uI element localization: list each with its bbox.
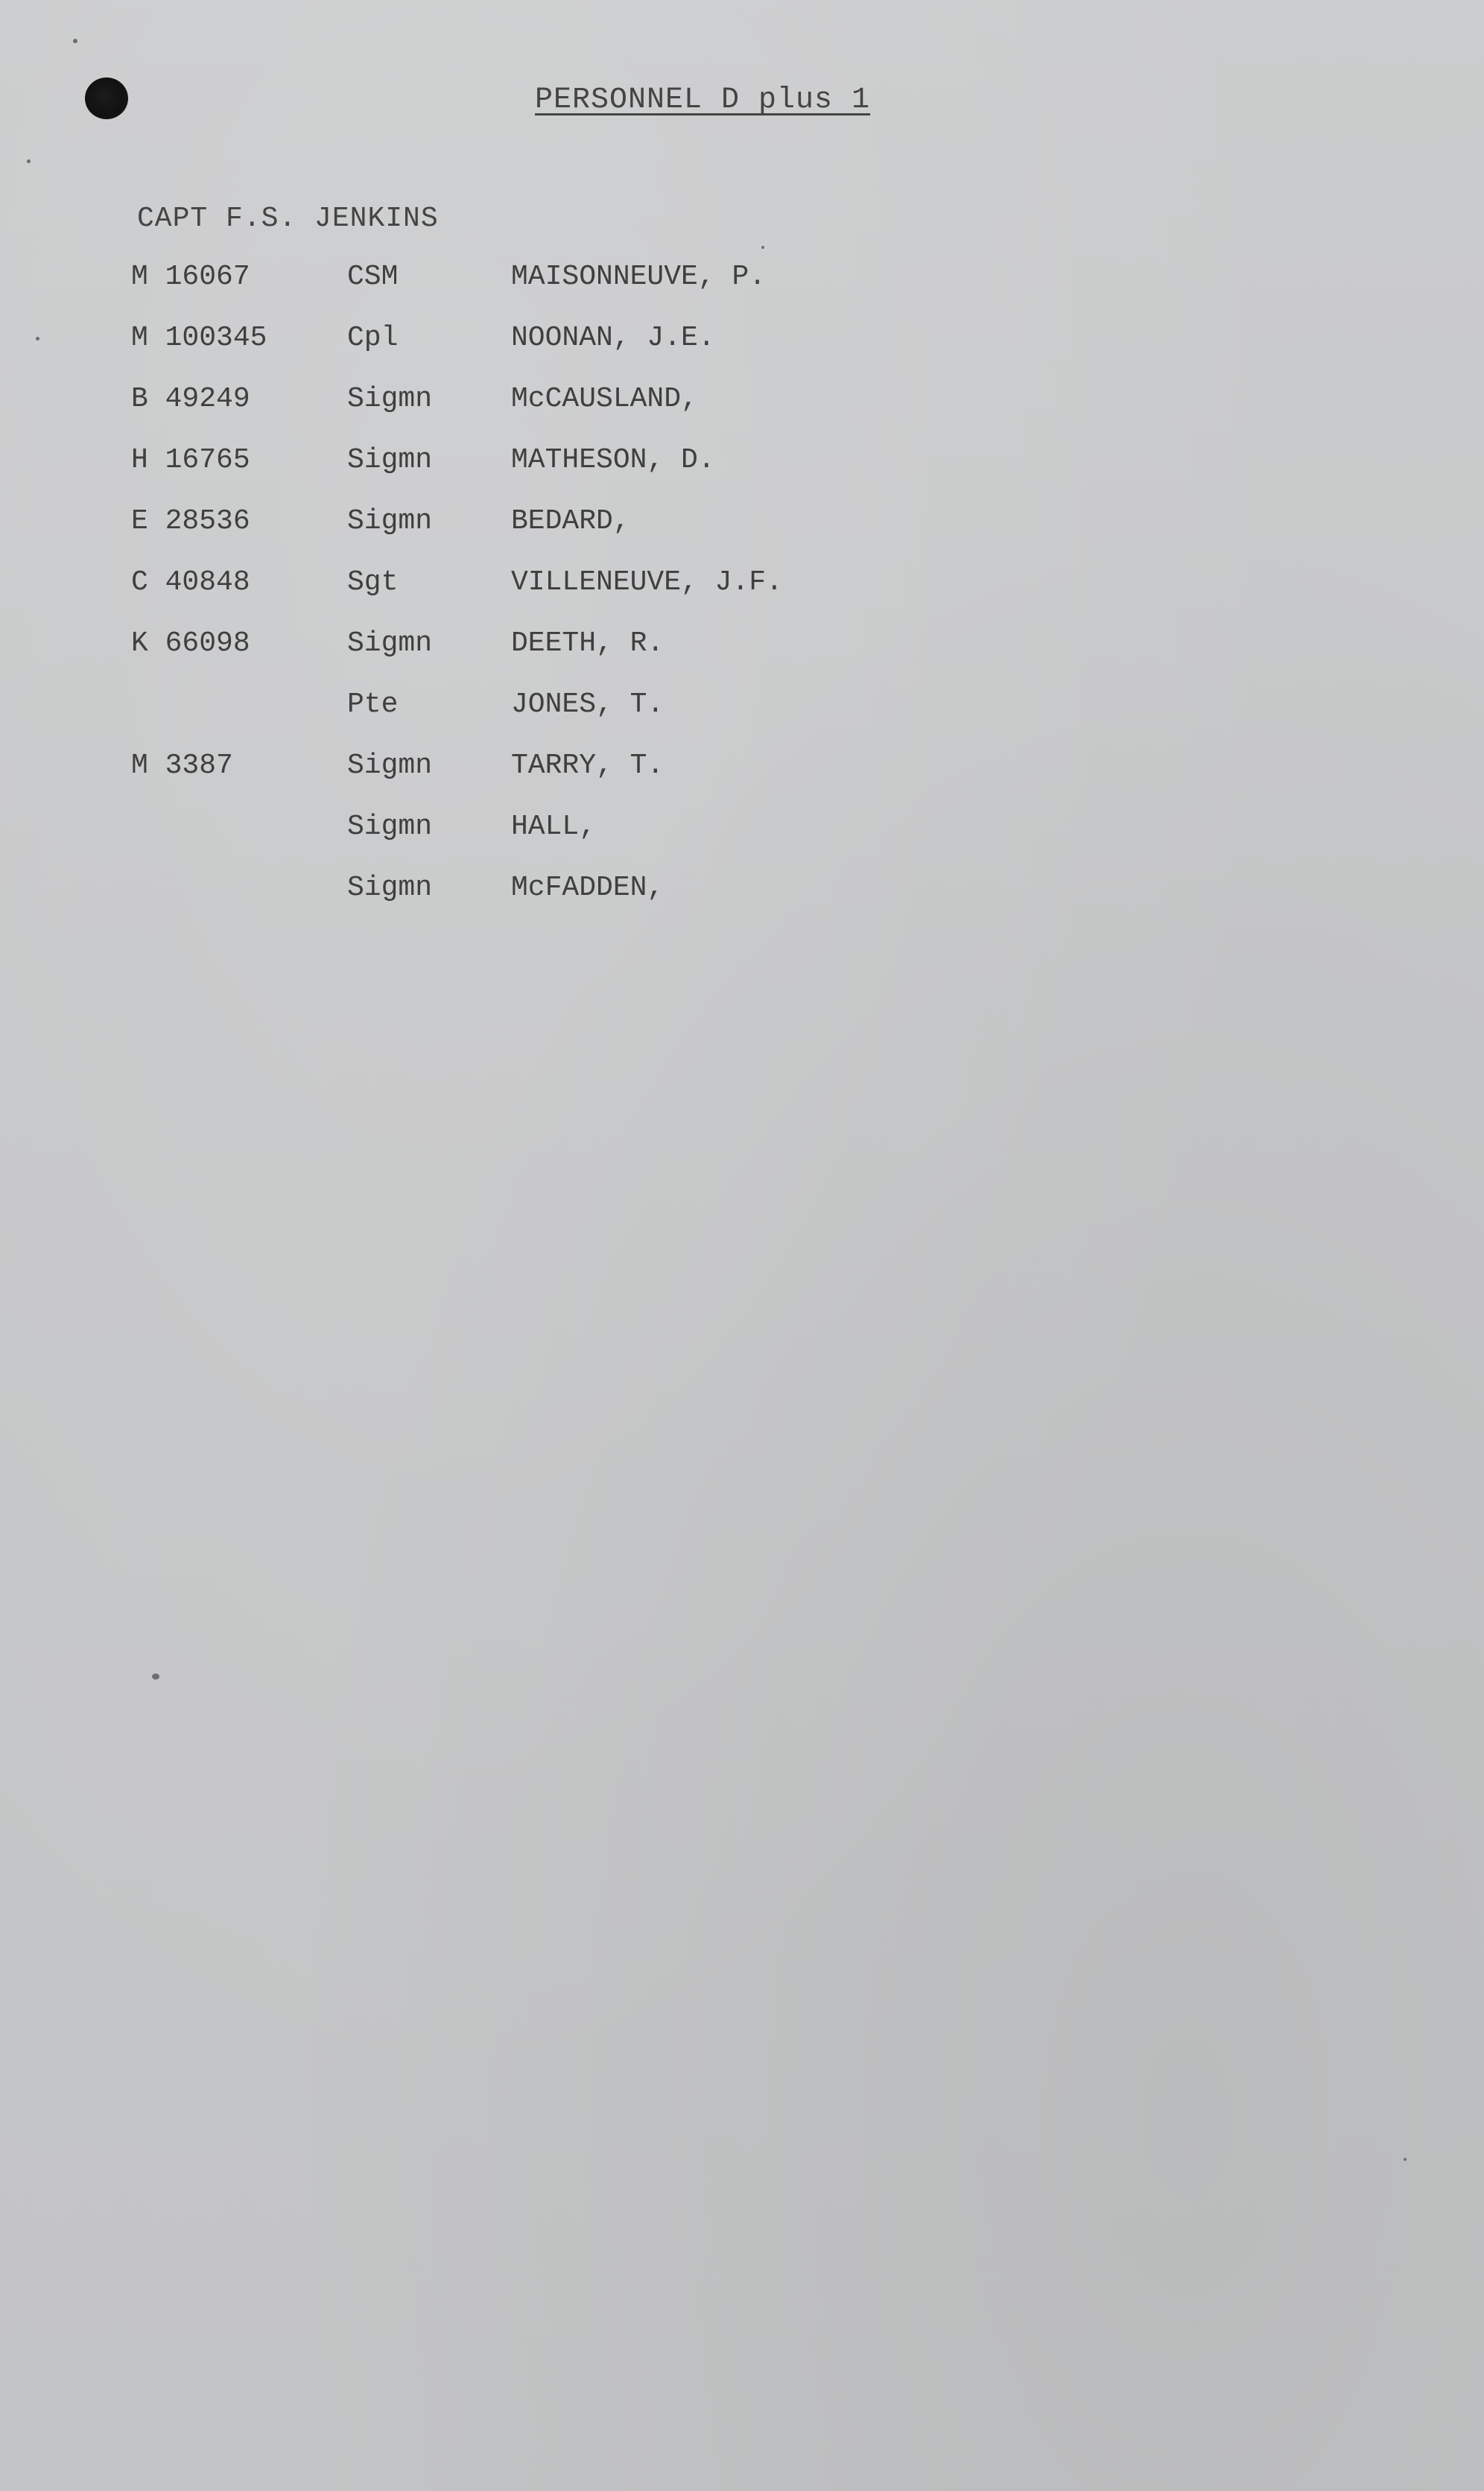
punch-hole	[85, 77, 128, 119]
rank: Pte	[347, 689, 399, 721]
name: McFADDEN,	[511, 872, 665, 904]
rank: Sigmn	[347, 811, 433, 843]
personnel-row	[131, 811, 876, 872]
paper-speck	[36, 337, 39, 341]
personnel-row	[131, 689, 876, 750]
service-number: H 16765	[131, 444, 250, 476]
service-number: K 66098	[131, 627, 250, 659]
name: HALL,	[511, 811, 597, 843]
service-number: C 40848	[131, 566, 250, 598]
rank: Sigmn	[347, 750, 433, 782]
officer-heading: CAPT F.S. JENKINS	[137, 203, 439, 235]
name: McCAUSLAND,	[511, 383, 698, 415]
paper-speck	[73, 39, 77, 43]
personnel-row	[131, 627, 876, 689]
rank: Sigmn	[347, 872, 433, 904]
service-number: M 3387	[131, 750, 233, 782]
personnel-row	[131, 383, 876, 444]
personnel-row	[131, 444, 876, 505]
name: MAISONNEUVE, P.	[511, 261, 767, 293]
service-number: B 49249	[131, 383, 250, 415]
personnel-row	[131, 505, 876, 566]
name: MATHESON, D.	[511, 444, 715, 476]
personnel-row	[131, 750, 876, 811]
service-number: M 100345	[131, 322, 267, 354]
paper-speck	[761, 246, 764, 249]
service-number: M 16067	[131, 261, 250, 293]
name: TARRY, T.	[511, 750, 665, 782]
rank: Sgt	[347, 566, 399, 598]
name: DEETH, R.	[511, 627, 665, 659]
rank: Sigmn	[347, 505, 433, 537]
name: JONES, T.	[511, 689, 665, 721]
document-title: PERSONNEL D plus 1	[535, 83, 871, 117]
paper-speck	[152, 1674, 159, 1680]
service-number: E 28536	[131, 505, 250, 537]
rank: Sigmn	[347, 383, 433, 415]
paper-speck	[27, 159, 31, 163]
personnel-row	[131, 566, 876, 627]
personnel-row	[131, 322, 876, 383]
paper-speck	[1404, 2158, 1407, 2161]
rank: Cpl	[347, 322, 399, 354]
name: NOONAN, J.E.	[511, 322, 715, 354]
personnel-row	[131, 261, 876, 322]
personnel-list	[131, 261, 876, 933]
rank: Sigmn	[347, 444, 433, 476]
name: BEDARD,	[511, 505, 630, 537]
name: VILLENEUVE, J.F.	[511, 566, 783, 598]
rank: CSM	[347, 261, 399, 293]
personnel-row	[131, 872, 876, 933]
rank: Sigmn	[347, 627, 433, 659]
